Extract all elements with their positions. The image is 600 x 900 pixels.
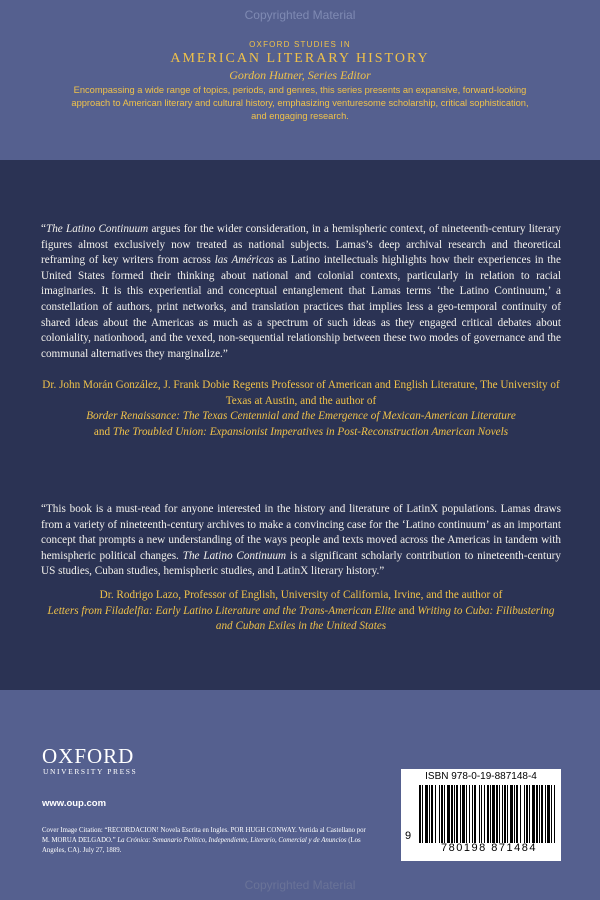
open-quote: “	[41, 223, 46, 235]
reviewer: Dr. John Morán González, J. Frank Dobie Regents Professor of American and English Literature, The University of Texas at Austin, and the author of	[42, 379, 560, 407]
quote-text: argues for the wider consideration, in a hemispheric context, of nineteenth-century literary figures almost exclusively now treated as national subjects. Lamas’s deep archival research and theoretical reframing of key writers from across	[41, 223, 561, 267]
watermark-top: Copyrighted Material	[244, 8, 356, 22]
quote-text: is a significant scholarly contribution to nineteenth-century US studies, Cuban studies, hemispheric studies, and LatinX literary history.”	[41, 549, 562, 578]
reviewer-book: Border Renaissance: The Texas Centennial and the Emergence of Mexican-American Literature	[86, 410, 516, 423]
book-title: The Latino Continuum	[182, 549, 287, 562]
reviewer-book: Writing to Cuba: Filibustering and Cuban Exiles in the United States	[215, 604, 555, 633]
series-kicker: OXFORD STUDIES IN	[249, 40, 351, 49]
barcode-box	[401, 769, 561, 861]
blurb-2-attribution	[41, 588, 561, 635]
blurb-1-quote	[41, 222, 561, 362]
publisher-url: www.oup.com	[42, 798, 107, 809]
citation-source: La Crónica: Semanario Político, Independiente, Literario, Comercial y de Anuncios	[117, 837, 347, 844]
cover-image-citation	[42, 826, 372, 856]
reviewer-book: Letters from Filadelfia: Early Latino Literature and the Trans-American Elite	[47, 604, 396, 617]
citation-text: Cover Image Citation: “RECORDACION! Novela Escrita en Ingles. POR HUGH CONWAY. Vertida al Castellano por M. MORUA DELGADO.”	[42, 827, 366, 844]
blurb-2-quote	[41, 502, 561, 580]
quote-text: as Latino intellectuals highlights how their experiences in the United States formed their thinking about national and colonial contexts, particularly in relation to racial imaginaries. It is this experiential and conceptual entanglement that Lamas terms ‘the Latino Continuum,’ a constellation of authors, print networks, and translation practices that implies less a geo-temporal continuity of shared ideas about the Americas as much as a spectrum of such ideas as they engaged critical debates about coloniality, nationhood, and the vexed, non-sequential relationship between these two modes of governance and the communal alternatives they marginalize.”	[41, 254, 561, 360]
isbn-label: ISBN 978-0-19-887148-4	[425, 771, 537, 782]
barcode-icon	[418, 785, 558, 843]
series-description: Encompassing a wide range of topics, periods, and genres, this series presents an expansive, forward-looking approach to American literary and cultural history, emphasizing venturesome scholarship, critical sophistication, and engaging research.	[71, 85, 529, 121]
oxford-logo: OXFORD	[42, 744, 135, 768]
citation-text: (Los Angeles, CA). July 27, 1889.	[42, 837, 361, 854]
oxford-logo-subtitle: UNIVERSITY PRESS	[43, 767, 138, 776]
barcode-digits: 780198 871484	[441, 842, 537, 854]
blurb-1-attribution	[41, 378, 561, 440]
series-name: AMERICAN LITERARY HISTORY	[170, 51, 430, 66]
reviewer-book: The Troubled Union: Expansionist Imperatives in Post-Reconstruction American Novels	[112, 425, 509, 438]
series-editor: Gordon Hutner, Series Editor	[229, 68, 371, 82]
quote-text: “This book is a must-read for anyone interested in the history and literature of LatinX populations. Lamas draws from a variety of nineteenth-century archives to make a convincing case for the ‘Latino continuum’ as an important concept that prompts a new understanding of the ways people and texts moved across the Americas in tandem with hemispheric political changes.	[41, 503, 561, 562]
watermark-bottom: Copyrighted Material	[244, 878, 356, 892]
and-text: and	[93, 425, 113, 438]
and-text: and	[395, 604, 418, 617]
book-title: The Latino Continuum	[45, 223, 149, 235]
reviewer: Dr. Rodrigo Lazo, Professor of English, University of California, Irvine, and the author of	[99, 589, 503, 601]
las-americas: las Américas	[214, 254, 274, 267]
barcode-first-digit: 9	[405, 830, 412, 842]
